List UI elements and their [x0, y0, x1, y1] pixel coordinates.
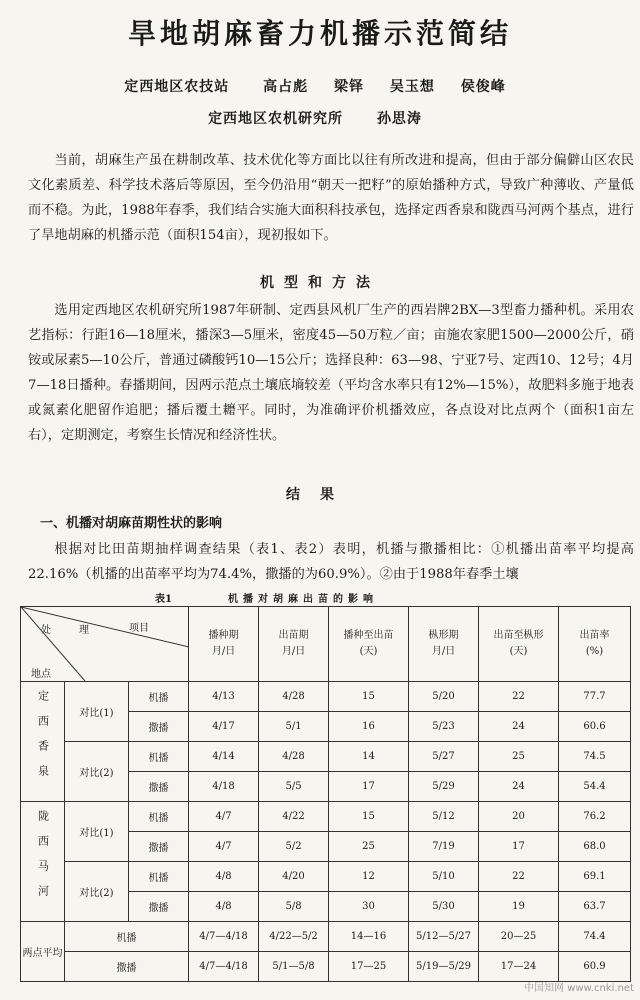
comparison-cell: 对比(1): [65, 682, 129, 742]
table-cell: 69.1: [559, 862, 631, 892]
table-cell: 74.4: [559, 922, 631, 952]
table-cell: 5/10: [409, 862, 479, 892]
table-cell: 20—25: [479, 922, 559, 952]
table-cell: 4/8: [189, 862, 259, 892]
author-org-1: 定西地区农技站: [124, 79, 230, 95]
table-cell: 60.6: [559, 712, 631, 742]
table-cell: 5/12: [409, 802, 479, 832]
table-cell: 5/8: [259, 892, 329, 922]
author-name: 高占彪: [263, 79, 309, 95]
table-cell: 15: [329, 802, 409, 832]
table-cell: 25: [329, 832, 409, 862]
location-cell: 定西香泉: [21, 682, 65, 802]
comparison-cell: 对比(2): [65, 862, 129, 922]
table-cell: 4/20: [259, 862, 329, 892]
table-cell: 5/19—5/29: [409, 952, 479, 982]
methods-paragraph: 选用定西地区农机研究所1987年研制、定西县风机厂生产的西岩牌2BX—3型畜力播种机。采用农艺指标：行距16—18厘米，播深3—5厘米，密度45—50万粒／亩；亩施农家肥1500—2000公斤，硝铵或尿素5—10公斤，普通过磷酸钙10—15公斤；选择良种：63—98、宁亚7号、定西10、12号；4月7—18日播种。春播期间，因两示范点土壤底墒较差（平均含水率只有12%—15%），故肥料多施于地表或氮素化肥留作追肥；播后覆土耱平。同时，为准确评价机播效应，各点设对比点两个（面积1亩左右），定期测定，考察生长情况和经济性状。: [28, 303, 634, 443]
table-cell: 68.0: [559, 832, 631, 862]
table-cell: 4/22—5/2: [259, 922, 329, 952]
table-corner-cell: [21, 607, 189, 682]
table-cell: 5/27: [409, 742, 479, 772]
table-cell: 14: [329, 742, 409, 772]
table-cell: 74.5: [559, 742, 631, 772]
method-cell: 机播: [129, 682, 189, 712]
author-org-2: 定西地区农机研究所: [208, 111, 344, 127]
table-cell: 24: [479, 772, 559, 802]
column-header: 枞形期 月/日: [409, 607, 479, 682]
corner-label: 理: [79, 625, 89, 636]
table-cell: 4/7: [189, 802, 259, 832]
author-name: 梁铎: [334, 79, 364, 95]
table-cell: 30: [329, 892, 409, 922]
column-header: 出苗至枞形 (天): [479, 607, 559, 682]
table-cell: 7/19: [409, 832, 479, 862]
method-cell: 机播: [129, 802, 189, 832]
table-cell: 17: [479, 832, 559, 862]
table-cell: 4/7: [189, 832, 259, 862]
table-summary-row: [21, 922, 631, 952]
table-cell: 20: [479, 802, 559, 832]
method-cell: 撒播: [129, 712, 189, 742]
table-cell: 4/22: [259, 802, 329, 832]
table-cell: 4/8: [189, 892, 259, 922]
table-cell: 19: [479, 892, 559, 922]
method-cell: 机播: [65, 922, 189, 952]
table-summary-row: [21, 952, 631, 982]
table-cell: 25: [479, 742, 559, 772]
results-paragraph: 根据对比田苗期抽样调查结果（表1、表2）表明，机播与撒播相比：①机播出苗率平均提高22.16%（机播的出苗率平均为74.4%，撒播的为60.9%）。②由于1988年春季土壤: [28, 542, 634, 582]
table-cell: 14—16: [329, 922, 409, 952]
table-cell: 77.7: [559, 682, 631, 712]
author-line-1: [0, 76, 640, 96]
table-cell: 17: [329, 772, 409, 802]
table-cell: 24: [479, 712, 559, 742]
table-row: [21, 742, 631, 772]
table-cell: 4/14: [189, 742, 259, 772]
table-cell: 4/28: [259, 742, 329, 772]
column-header: 出苗期 月/日: [259, 607, 329, 682]
table-cell: 5/1: [259, 712, 329, 742]
summary-label-cell: 两点平均: [21, 922, 65, 982]
table-caption: [0, 590, 640, 604]
column-header: 播种至出苗 (天): [329, 607, 409, 682]
table-cell: 4/7—4/18: [189, 952, 259, 982]
table-cell: 5/30: [409, 892, 479, 922]
table-cell: 4/18: [189, 772, 259, 802]
data-table: [20, 606, 631, 982]
location-cell: 陇西马河: [21, 802, 65, 922]
watermark: 中国知网 www.cnki.net: [524, 983, 634, 994]
author-line-2: [0, 108, 640, 128]
table-cell: 12: [329, 862, 409, 892]
table-cell: 22: [479, 682, 559, 712]
table-cell: 60.9: [559, 952, 631, 982]
table-row: [21, 802, 631, 832]
comparison-cell: 对比(1): [65, 802, 129, 862]
table-cell: 4/7—4/18: [189, 922, 259, 952]
column-header: 播种期 月/日: [189, 607, 259, 682]
method-cell: 撒播: [129, 832, 189, 862]
table-cell: 4/17: [189, 712, 259, 742]
table-cell: 5/29: [409, 772, 479, 802]
method-cell: 撒播: [65, 952, 189, 982]
table-cell: 5/23: [409, 712, 479, 742]
table-cell: 54.4: [559, 772, 631, 802]
table-cell: 17—25: [329, 952, 409, 982]
table-cell: 5/5: [259, 772, 329, 802]
table-title: 机播对胡麻出苗的影响: [228, 594, 378, 605]
comparison-cell: 对比(2): [65, 742, 129, 802]
table-cell: 5/20: [409, 682, 479, 712]
column-header: 出苗率 (%): [559, 607, 631, 682]
corner-label: 处: [41, 625, 51, 636]
table-cell: 16: [329, 712, 409, 742]
table-cell: 63.7: [559, 892, 631, 922]
table-cell: 76.2: [559, 802, 631, 832]
corner-label: 地点: [31, 669, 51, 680]
method-cell: 撒播: [129, 892, 189, 922]
results-heading: 结果: [286, 487, 354, 503]
document-title: 旱地胡麻畜力机播示范简结: [127, 17, 512, 50]
table-cell: 4/28: [259, 682, 329, 712]
table-cell: 4/13: [189, 682, 259, 712]
method-cell: 机播: [129, 742, 189, 772]
method-cell: 机播: [129, 862, 189, 892]
table-cell: 5/12—5/27: [409, 922, 479, 952]
method-cell: 撒播: [129, 772, 189, 802]
table-cell: 15: [329, 682, 409, 712]
results-subheading: 一、机播对胡麻苗期性状的影响: [40, 516, 223, 531]
corner-label: 项目: [129, 623, 149, 634]
table-row: [21, 682, 631, 712]
methods-heading: 机型和方法: [260, 275, 380, 291]
table-cell: 17—24: [479, 952, 559, 982]
table-header-row: [21, 607, 631, 682]
intro-paragraph: 当前，胡麻生产虽在耕制改革、技术优化等方面比以往有所改进和提高，但由于部分偏僻山区农民文化素质差、科学技术落后等原因，至今仍沿用“朝天一把籽”的原始播种方式，导致广种薄收、产量低而不稳。为此，1988年春季，我们结合实施大面积科技承包，选择定西香泉和陇西马河两个基点，进行了旱地胡麻的机播示范（面积154亩），现初报如下。: [28, 153, 634, 243]
author-name: 吴玉想: [389, 79, 435, 95]
table-row: [21, 862, 631, 892]
author-name: 孙思涛: [376, 111, 422, 127]
table-number: 表1: [155, 594, 172, 605]
author-name: 侯俊峰: [460, 79, 506, 95]
table-cell: 5/1—5/8: [259, 952, 329, 982]
table-cell: 5/2: [259, 832, 329, 862]
table-cell: 22: [479, 862, 559, 892]
